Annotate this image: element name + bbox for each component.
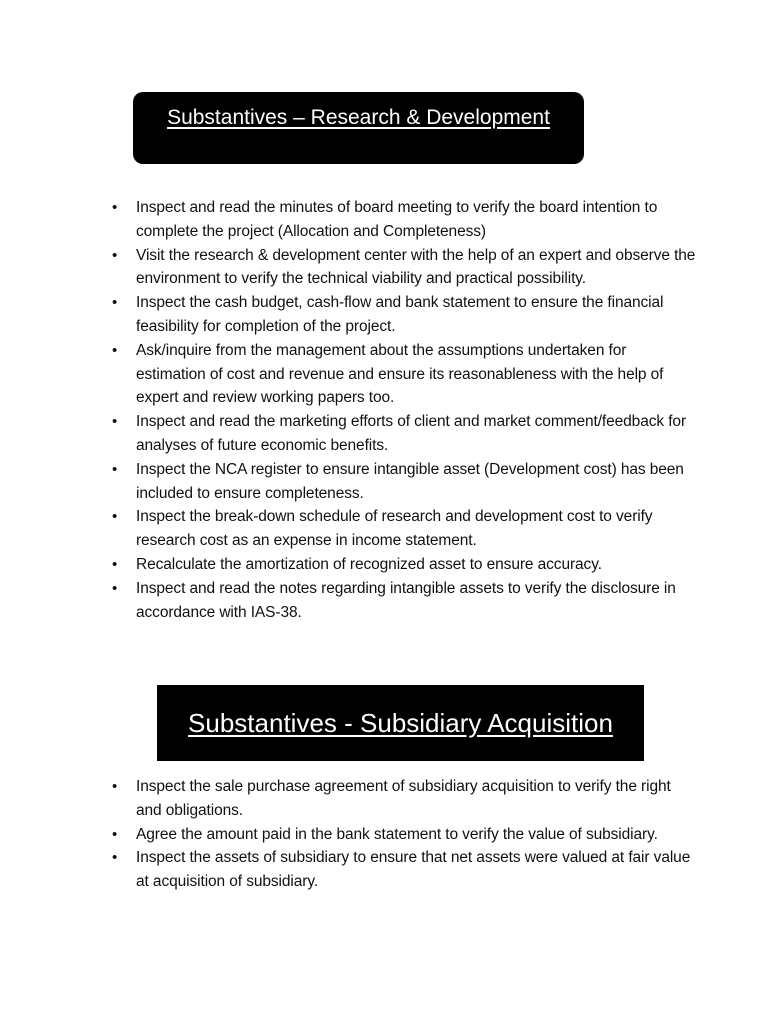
list-item: • Inspect the cash budget, cash-flow and bank statement to ensure the financial feasibility for completion of the project. bbox=[0, 291, 700, 339]
list-item: • Inspect the break-down schedule of research and development cost to verify research cost as an expense in income statement. bbox=[0, 505, 700, 553]
research-development-list bbox=[0, 196, 700, 624]
list-item: • Agree the amount paid in the bank statement to verify the value of subsidiary. bbox=[0, 823, 700, 847]
list-item: • Inspect and read the minutes of board meeting to verify the board intention to complete the project (Allocation and Completeness) bbox=[0, 196, 700, 244]
list-item: • Ask/inquire from the management about the assumptions undertaken for estimation of cost and revenue and ensure its reasonableness with the help of expert and review working papers too. bbox=[0, 339, 700, 410]
section-heading-subsidiary-acquisition: Substantives - Subsidiary Acquisition bbox=[157, 685, 644, 761]
list-item: • Inspect and read the marketing efforts of client and market comment/feedback for analyses of future economic benefits. bbox=[0, 410, 700, 458]
list-item: • Inspect the sale purchase agreement of subsidiary acquisition to verify the right and obligations. bbox=[0, 775, 700, 823]
section-heading-research-development: Substantives – Research & Development bbox=[133, 92, 584, 164]
list-item: • Inspect the assets of subsidiary to ensure that net assets were valued at fair value at acquisition of subsidiary. bbox=[0, 846, 700, 894]
subsidiary-acquisition-list bbox=[0, 775, 700, 894]
list-item: • Recalculate the amortization of recognized asset to ensure accuracy. bbox=[0, 553, 700, 577]
list-item: • Visit the research & development center with the help of an expert and observe the environment to verify the technical viability and practical possibility. bbox=[0, 244, 700, 292]
list-item: • Inspect and read the notes regarding intangible assets to verify the disclosure in accordance with IAS-38. bbox=[0, 577, 700, 625]
list-item: • Inspect the NCA register to ensure intangible asset (Development cost) has been included to ensure completeness. bbox=[0, 458, 700, 506]
